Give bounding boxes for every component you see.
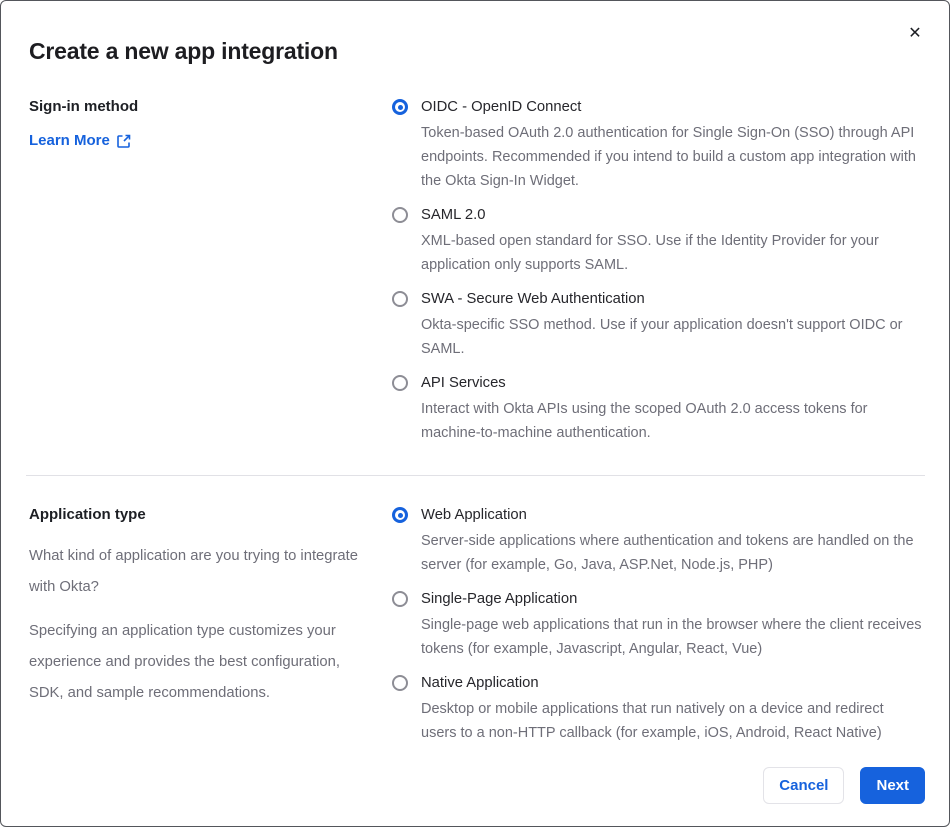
option-description: Single-page web applications that run in the browser where the client receives tokens (for example, Javascript, Angular, React, Vue) (421, 617, 922, 657)
cancel-button[interactable]: Cancel (763, 767, 844, 804)
radio-saml[interactable] (392, 207, 408, 223)
option-description: Interact with Okta APIs using the scoped OAuth 2.0 access tokens for machine-to-machine authentication. (421, 401, 868, 441)
signin-option-swa[interactable] (392, 289, 925, 361)
signin-option-api-services[interactable] (392, 373, 925, 445)
radio-swa[interactable] (392, 291, 408, 307)
option-label[interactable]: OIDC - OpenID Connect (421, 99, 582, 115)
signin-option-oidc[interactable] (392, 97, 925, 193)
application-type-intro: What kind of application are you trying to integrate with Okta? (29, 548, 359, 595)
learn-more-label: Learn More (29, 132, 110, 149)
option-label[interactable]: Web Application (421, 507, 527, 523)
apptype-option-spa[interactable] (392, 589, 925, 661)
dialog-footer (763, 767, 925, 804)
radio-oidc[interactable] (392, 99, 408, 115)
option-description: Server-side applications where authentication and tokens are handled on the server (for example, Go, Java, ASP.Net, Node.js, PHP) (421, 533, 914, 573)
signin-options-group (392, 97, 925, 445)
next-button[interactable]: Next (860, 767, 925, 804)
option-label[interactable]: Native Application (421, 675, 539, 691)
option-description: Okta-specific SSO method. Use if your application doesn't support OIDC or SAML. (421, 317, 903, 357)
signin-method-section (29, 97, 925, 445)
option-label[interactable]: SWA - Secure Web Authentication (421, 291, 645, 307)
dialog-title: Create a new app integration (29, 38, 338, 64)
section-divider (26, 475, 925, 476)
signin-method-label: Sign-in method (29, 98, 139, 115)
application-type-section (29, 505, 925, 745)
option-description: Token-based OAuth 2.0 authentication for Single Sign-On (SSO) through API endpoints. Recommended if you intend to build a custom app integration with the Okta Sign-In Widget. (421, 125, 916, 189)
learn-more-link[interactable] (29, 132, 131, 149)
application-type-label: Application type (29, 506, 146, 523)
apptype-option-web[interactable] (392, 505, 925, 577)
radio-native-application[interactable] (392, 675, 408, 691)
close-icon[interactable]: ✕ (903, 21, 927, 45)
option-label[interactable]: Single-Page Application (421, 591, 578, 607)
option-description: Desktop or mobile applications that run natively on a device and redirect users to a non-HTTP callback (for example, iOS, Android, React Native) (421, 701, 884, 741)
option-label[interactable]: SAML 2.0 (421, 207, 486, 223)
apptype-options-group (392, 505, 925, 745)
signin-option-saml[interactable] (392, 205, 925, 277)
application-type-note: Specifying an application type customizes your experience and provides the best configuration, SDK, and sample recommendations. (29, 623, 340, 701)
option-description: XML-based open standard for SSO. Use if the Identity Provider for your application only supports SAML. (421, 233, 879, 273)
radio-web-application[interactable] (392, 507, 408, 523)
radio-single-page-application[interactable] (392, 591, 408, 607)
radio-api-services[interactable] (392, 375, 408, 391)
apptype-option-native[interactable] (392, 673, 925, 745)
option-label[interactable]: API Services (421, 375, 506, 391)
external-link-icon (117, 134, 131, 148)
